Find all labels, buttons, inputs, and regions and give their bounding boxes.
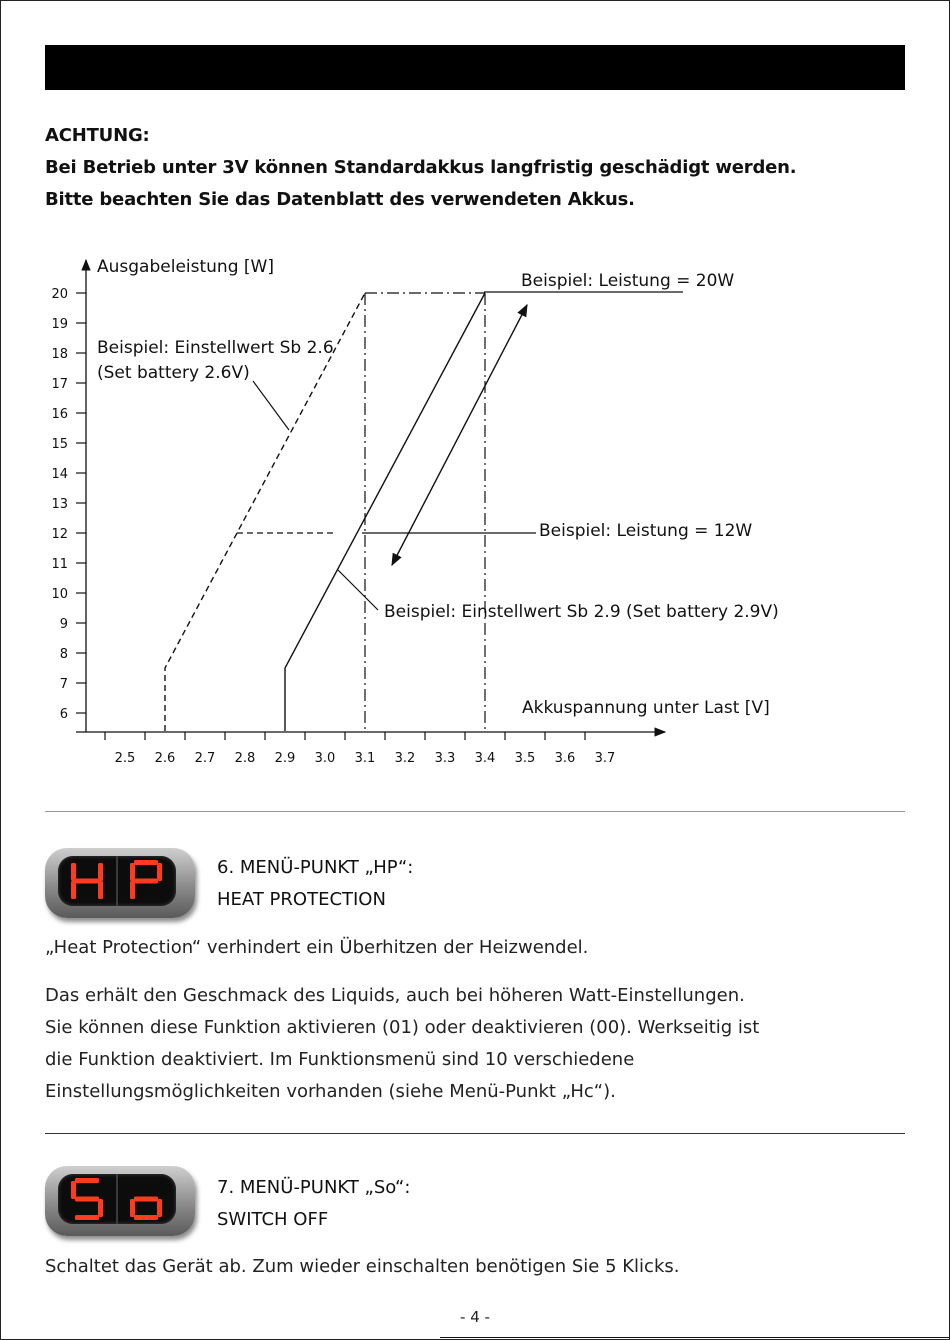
section6-body-line: Einstellungsmöglichkeiten vorhanden (siehe Menü-Punkt „Hc“).	[45, 1081, 616, 1102]
y-tick-label: 13	[51, 497, 68, 512]
x-axis-label: Akkuspannung unter Last [V]	[522, 698, 770, 718]
x-tick-label: 2.6	[154, 751, 176, 766]
section6-body-line: Das erhält den Geschmack des Liquids, auch bei höheren Watt-Einstellungen.	[45, 985, 745, 1006]
segment-g	[75, 1197, 99, 1202]
section6-body-line: die Funktion deaktiviert. Im Funktionsmenü sind 10 verschiedene	[45, 1049, 635, 1070]
section6-body-line: Sie können diese Funktion aktivieren (01) oder deaktivieren (00). Werkseitig ist	[45, 1017, 760, 1038]
section6-intro	[45, 932, 905, 964]
segment-f	[71, 863, 76, 881]
led-display-hp	[45, 848, 195, 918]
led-display-so	[45, 1166, 195, 1236]
display-screen	[58, 1174, 176, 1224]
y-tick-label: 8	[59, 647, 68, 662]
x-tick-label: 3.5	[514, 751, 536, 766]
segment-e	[71, 881, 76, 899]
y-tick-label: 15	[51, 437, 68, 452]
segment-e	[130, 1199, 135, 1217]
x-tick-label: 3.1	[354, 751, 376, 766]
section7-heading	[217, 1172, 410, 1236]
annotation-sb26-leader	[253, 381, 289, 430]
x-tick-label: 3.2	[394, 751, 416, 766]
y-axis-label: Ausgabeleistung [W]	[97, 257, 274, 277]
annotation-sb26-line1: Beispiel: Einstellwert Sb 2.6	[97, 338, 334, 358]
x-tick-label: 2.9	[274, 751, 296, 766]
x-tick-label: 3.7	[594, 751, 616, 766]
segment-a	[75, 1178, 99, 1183]
display-digit-H	[71, 863, 103, 899]
y-tick-label: 9	[59, 617, 68, 632]
y-tick-label: 12	[51, 527, 68, 542]
display-digit-P	[130, 860, 162, 899]
segment-c	[157, 1199, 162, 1217]
power-voltage-chart	[0, 240, 950, 785]
segment-g	[75, 879, 99, 884]
header-bar	[45, 45, 905, 90]
double-arrow	[392, 305, 527, 565]
annotation-sb29-leader	[338, 570, 378, 610]
y-tick-label: 14	[51, 467, 68, 482]
display-screen	[58, 856, 176, 906]
section7-heading-line2: SWITCH OFF	[217, 1209, 329, 1230]
x-tick-label: 2.5	[114, 751, 136, 766]
display-digit-S	[71, 1178, 103, 1220]
display-digit-o	[130, 1197, 162, 1221]
series-sb26-line	[165, 293, 365, 731]
annotation-sb26-line2: (Set battery 2.6V)	[97, 363, 250, 383]
y-tick-label: 19	[51, 317, 68, 332]
segment-f	[130, 863, 135, 881]
segment-c	[98, 881, 103, 899]
segment-a	[134, 860, 158, 865]
section6-intro-text: „Heat Protection“ verhindert ein Überhitzen der Heizwendel.	[45, 937, 589, 958]
x-tick-label: 3.4	[474, 751, 496, 766]
bottom-rule	[440, 1337, 950, 1338]
divider-chart	[45, 811, 905, 812]
x-tick-label: 3.0	[314, 751, 336, 766]
annotation-20w: Beispiel: Leistung = 20W	[521, 271, 735, 291]
warning-line-2: Bitte beachten Sie das Datenblatt des verwendeten Akkus.	[45, 189, 635, 210]
x-tick-label: 3.6	[554, 751, 576, 766]
segment-b	[98, 863, 103, 881]
y-tick-label: 20	[51, 287, 68, 302]
x-tick-label: 2.8	[234, 751, 256, 766]
y-tick-label: 6	[59, 707, 68, 722]
page-number: - 4 -	[460, 1308, 490, 1326]
section6-heading	[217, 852, 413, 916]
section6-heading-line1: 6. MENÜ-PUNKT „HP“:	[217, 857, 414, 878]
y-tick-label: 18	[51, 347, 68, 362]
x-tick-label: 3.3	[434, 751, 456, 766]
segment-d	[75, 1215, 99, 1220]
segment-b	[157, 863, 162, 881]
section7-body-text: Schaltet das Gerät ab. Zum wieder einschalten benötigen Sie 5 Klicks.	[45, 1256, 680, 1277]
segment-g	[134, 879, 158, 884]
segment-g	[134, 1197, 158, 1202]
y-tick-label: 17	[51, 377, 68, 392]
divider-sections	[45, 1133, 905, 1134]
section6-heading-line2: HEAT PROTECTION	[217, 889, 386, 910]
annotation-sb29: Beispiel: Einstellwert Sb 2.9 (Set battery 2.9V)	[384, 602, 779, 622]
segment-e	[130, 881, 135, 899]
x-tick-label: 2.7	[194, 751, 216, 766]
warning-line-1: Bei Betrieb unter 3V können Standardakkus langfristig geschädigt werden.	[45, 157, 797, 178]
y-tick-label: 10	[51, 587, 68, 602]
y-tick-label: 16	[51, 407, 68, 422]
section7-heading-line1: 7. MENÜ-PUNKT „So“:	[217, 1177, 411, 1198]
section6-body	[45, 980, 905, 1108]
segment-d	[134, 1215, 158, 1220]
warning-title: ACHTUNG:	[45, 125, 150, 146]
segment-f	[71, 1181, 76, 1199]
series-sb29-line	[285, 293, 485, 731]
section7-body	[45, 1251, 905, 1283]
warning-block	[45, 120, 905, 216]
y-tick-label: 7	[59, 677, 68, 692]
annotation-12w: Beispiel: Leistung = 12W	[539, 521, 753, 541]
y-tick-label: 11	[51, 557, 68, 572]
segment-c	[98, 1199, 103, 1217]
